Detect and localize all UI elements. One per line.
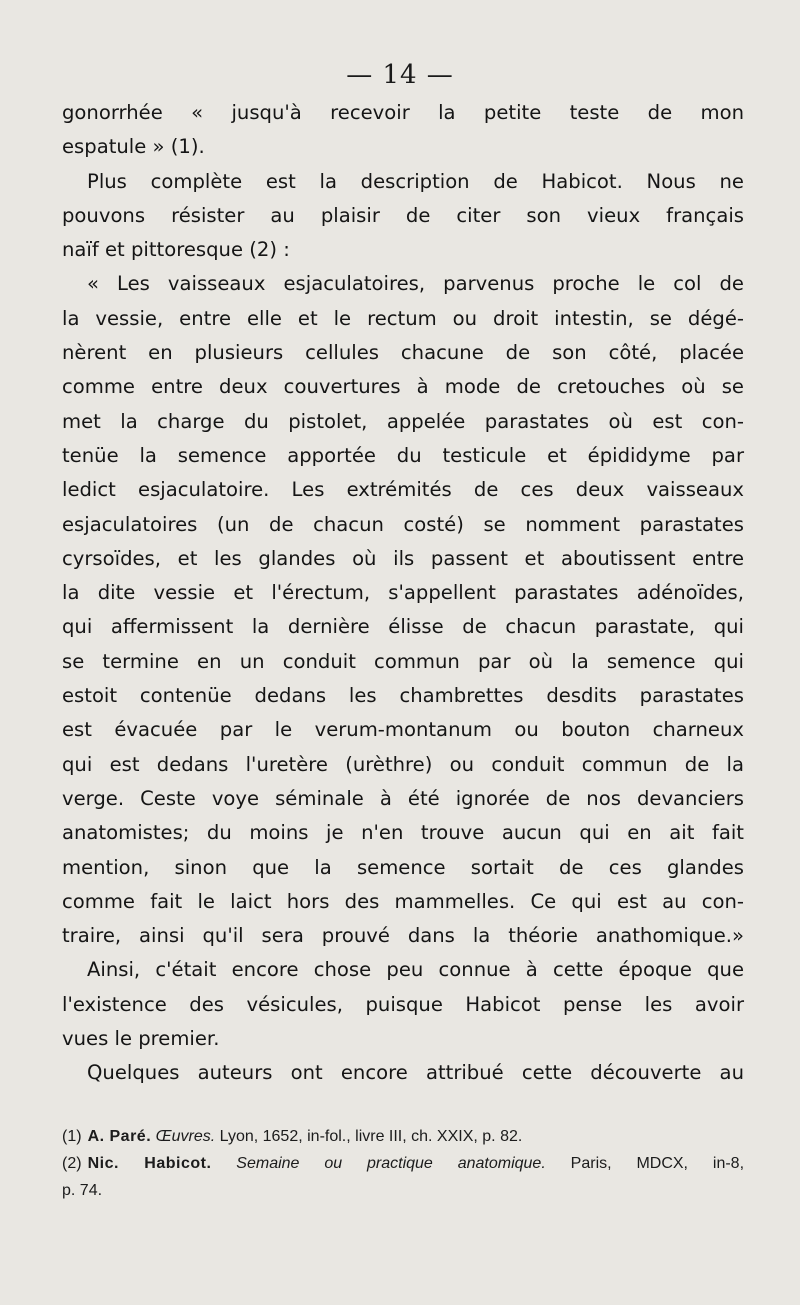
text-line: ledict esjaculatoire. Les extrémités de ces deux vaisseaux [62, 478, 744, 502]
page-number: — 14 — [346, 60, 454, 90]
text-line: la vessie, entre elle et le rectum ou droit intestin, se dégé- [62, 306, 744, 330]
footnote-marker: (1) [62, 1128, 82, 1145]
body-text [62, 96, 744, 1091]
text-line: mention, sinon que la semence sortait de ces glandes [62, 855, 744, 879]
text-line: qui est dedans l'uretère (urèthre) ou conduit commun de la [62, 752, 744, 776]
text-line: esjaculatoires (un de chacun costé) se nomment parastates [62, 512, 744, 536]
text-line: naïf et pittoresque (2) : [62, 238, 290, 262]
footnote-title: Œuvres. [155, 1128, 216, 1145]
text-line: estoit contenüe dedans les chambrettes desdits parastates [62, 684, 744, 708]
text-line: « Les vaisseaux esjaculatoires, parvenus proche le col de [87, 272, 744, 296]
footnote-author: A. Paré. [87, 1128, 152, 1145]
text-line: gonorrhée « jusqu'à recevoir la petite teste de mon [62, 101, 744, 124]
text-line: cyrsoïdes, et les glandes où ils passent et aboutissent entre [62, 546, 744, 570]
text-line: espatule » (1). [62, 135, 205, 159]
text-line: se termine en un conduit commun par où la semence qui [62, 649, 744, 673]
footnotes [62, 1123, 744, 1204]
text-line: comme fait le laict hors des mammelles. Ce qui est au con- [62, 889, 744, 913]
footnote-details: Paris, MDCX, in-8, [570, 1155, 745, 1172]
text-line: nèrent en plusieurs cellules chacune de son côté, placée [62, 341, 744, 365]
text-line: Ainsi, c'était encore chose peu connue à cette époque que [87, 958, 744, 982]
text-line: traire, ainsi qu'il sera prouvé dans la théorie anathomique.» [62, 924, 744, 948]
footnote-details: Lyon, 1652, in-fol., livre III, ch. XXIX, p. 82. [219, 1128, 523, 1145]
text-line: la dite vessie et l'érectum, s'appellent parastates adénoïdes, [62, 581, 744, 605]
text-line: Quelques auteurs ont encore attribué cette découverte au [87, 1061, 744, 1085]
footnote-title: Semaine ou practique anatomique. [236, 1155, 546, 1172]
text-line: verge. Ceste voye séminale à été ignorée de nos devanciers [62, 786, 744, 810]
text-line: Plus complète est la description de Habicot. Nous ne [87, 169, 744, 193]
footnote-author: Nic. Habicot. [87, 1155, 212, 1172]
footnote-marker: (2) [62, 1155, 82, 1172]
footnote-2-continuation: p. 74. [62, 1182, 103, 1199]
text-line: tenüe la semence apportée du testicule et épididyme par [62, 443, 744, 467]
text-line: vues le premier. [62, 1027, 220, 1051]
text-line: anatomistes; du moins je n'en trouve aucun qui en ait fait [62, 821, 744, 845]
text-line: qui affermissent la dernière élisse de chacun parastate, qui [62, 615, 744, 639]
text-line: pouvons résister au plaisir de citer son vieux français [62, 203, 744, 227]
footnote-1 [62, 1123, 744, 1150]
footnote-2 [62, 1150, 744, 1177]
text-line: met la charge du pistolet, appelée parastates où est con- [62, 409, 744, 433]
text-line: l'existence des vésicules, puisque Habicot pense les avoir [62, 992, 744, 1016]
text-line: comme entre deux couvertures à mode de cretouches où se [62, 375, 744, 399]
text-line: est évacuée par le verum-montanum ou bouton charneux [62, 718, 744, 742]
